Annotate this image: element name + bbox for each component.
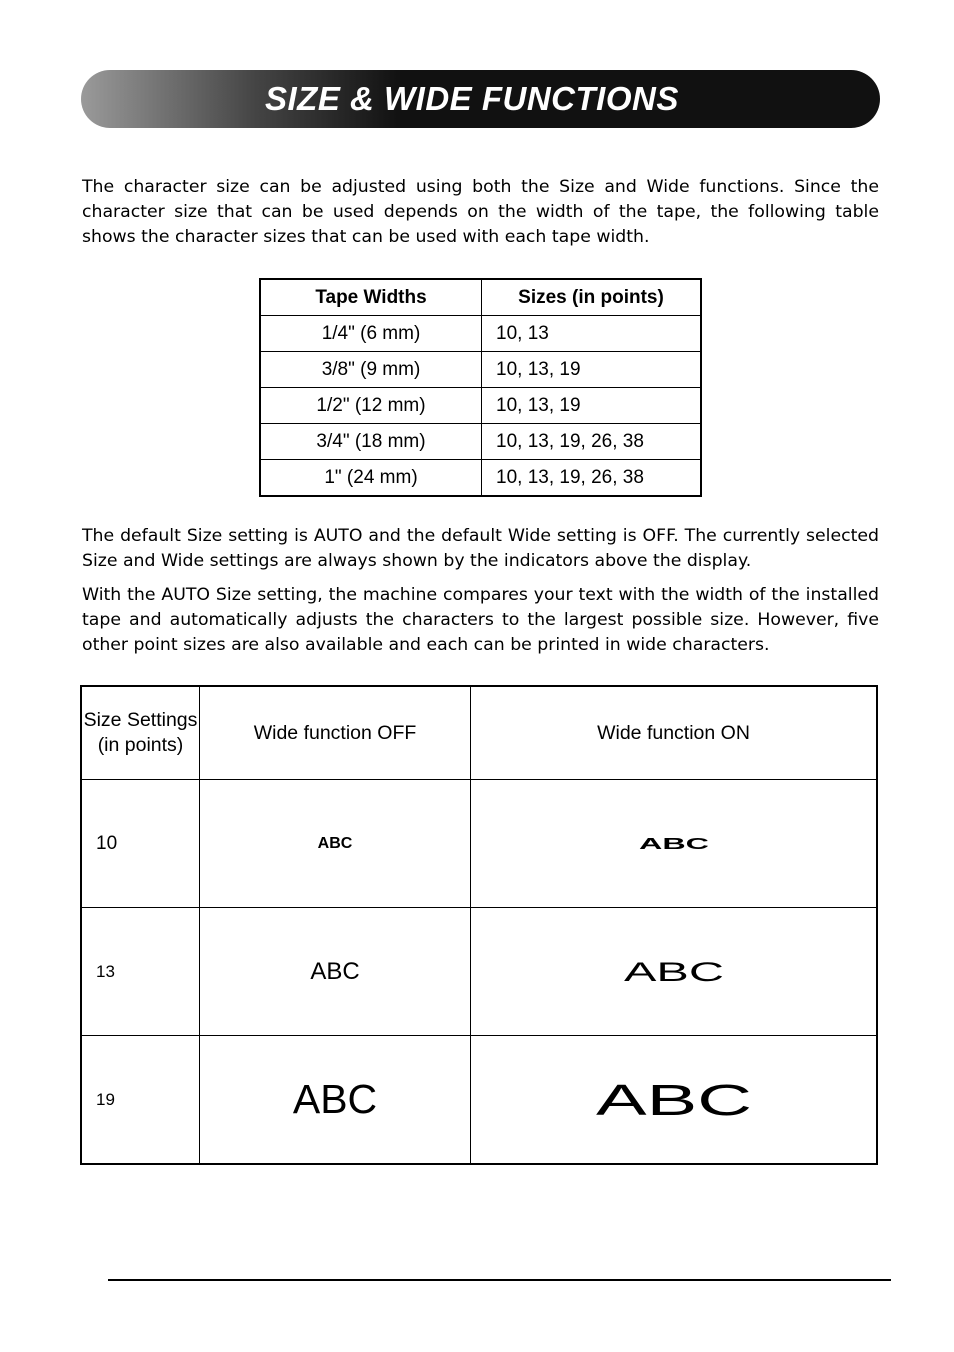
sizes-cell: 10, 13	[482, 316, 702, 352]
default-settings-paragraph: The default Size setting is AUTO and the default Wide setting is OFF. The currently selected Size and Wide settings are always shown by the indicators above the display.	[82, 526, 879, 571]
table-row	[81, 1036, 877, 1165]
wide-off-sample-cell	[200, 1036, 471, 1165]
table-row	[260, 316, 701, 352]
wide-on-sample-text: ABC	[595, 1076, 752, 1123]
table-row	[260, 388, 701, 424]
column-header-sizes: Sizes (in points)	[482, 279, 702, 316]
tape-width-cell: 1" (24 mm)	[260, 460, 482, 497]
wide-off-sample-text: ABC	[310, 957, 360, 985]
table-row	[260, 352, 701, 388]
size-wide-table	[80, 685, 878, 1165]
table-header-row	[81, 686, 877, 780]
page-title: SIZE & WIDE FUNCTIONS	[265, 80, 679, 117]
column-header-size-settings: Size Settings (in points)	[81, 686, 200, 780]
table-row	[81, 908, 877, 1036]
footer-divider	[108, 1279, 891, 1281]
table-row	[260, 460, 701, 497]
sizes-cell: 10, 13, 19, 26, 38	[482, 424, 702, 460]
wide-off-sample-text: ABC	[317, 834, 353, 852]
table-row	[81, 780, 877, 908]
tape-width-cell: 3/4" (18 mm)	[260, 424, 482, 460]
wide-on-sample-cell	[471, 908, 878, 1036]
sizes-cell: 10, 13, 19	[482, 388, 702, 424]
table-header-row	[260, 279, 701, 316]
table-row	[260, 424, 701, 460]
wide-on-sample-text: ABC	[623, 956, 724, 987]
column-header-wide-on: Wide function ON	[471, 686, 878, 780]
wide-off-sample-text: ABC	[292, 1076, 378, 1122]
intro-paragraph: The character size can be adjusted using both the Size and Wide functions. Since the character size that can be used depends on the width of the tape, the following table shows the character sizes that can be used with each tape width.	[82, 177, 879, 247]
wide-on-sample-graphic	[622, 956, 726, 988]
wide-on-sample-graphic	[592, 1077, 756, 1123]
sizes-cell: 10, 13, 19, 26, 38	[482, 460, 702, 497]
column-header-wide-off: Wide function OFF	[200, 686, 471, 780]
tape-width-cell: 1/4" (6 mm)	[260, 316, 482, 352]
wide-off-sample-cell	[200, 908, 471, 1036]
tape-width-cell: 1/2" (12 mm)	[260, 388, 482, 424]
auto-size-paragraph: With the AUTO Size setting, the machine compares your text with the width of the installed tape and automatically adjusts the characters to the largest possible size. However, five other point sizes are also available and each can be printed in wide characters.	[82, 585, 879, 655]
wide-on-sample-text: ABC	[638, 835, 710, 853]
size-value-cell: 13	[81, 908, 200, 1036]
tape-width-cell: 3/8" (9 mm)	[260, 352, 482, 388]
column-header-tape-widths: Tape Widths	[260, 279, 482, 316]
wide-on-sample-cell	[471, 780, 878, 908]
tape-width-table	[259, 278, 702, 497]
size-value-cell: 10	[81, 780, 200, 908]
wide-on-sample-cell	[471, 1036, 878, 1165]
wide-on-sample-graphic	[636, 833, 712, 855]
sizes-cell: 10, 13, 19	[482, 352, 702, 388]
size-value-cell: 19	[81, 1036, 200, 1165]
wide-off-sample-cell	[200, 780, 471, 908]
